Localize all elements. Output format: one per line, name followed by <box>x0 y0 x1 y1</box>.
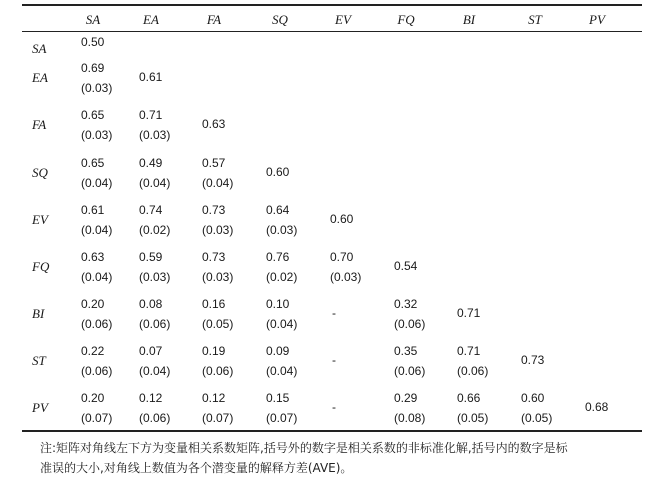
standard-error: (0.04) <box>139 364 171 378</box>
diagonal-ave-value: 0.50 <box>81 35 105 49</box>
standard-error: (0.07) <box>202 411 234 425</box>
standard-error: (0.03) <box>266 223 298 237</box>
correlation-value: 0.57 <box>202 156 226 170</box>
diagonal-ave-value: 0.73 <box>521 353 545 367</box>
correlation-value: 0.12 <box>202 391 226 405</box>
correlation-cell <box>139 203 170 237</box>
diagonal-ave-value: 0.63 <box>202 117 226 131</box>
correlation-cell <box>330 250 361 284</box>
column-header-fq: FQ <box>397 12 415 27</box>
table-note <box>40 438 636 478</box>
standard-error: (0.05) <box>457 411 489 425</box>
correlation-value: 0.71 <box>139 108 163 122</box>
correlation-cell <box>202 344 233 378</box>
correlation-cell <box>139 250 170 284</box>
standard-error: (0.06) <box>457 364 489 378</box>
correlation-value: 0.32 <box>394 297 418 311</box>
standard-error: (0.06) <box>394 317 426 331</box>
row-label-ev: EV <box>32 212 48 227</box>
column-header-pv: PV <box>589 12 605 27</box>
correlation-value: 0.73 <box>202 250 226 264</box>
standard-error: (0.04) <box>266 317 298 331</box>
correlation-value: 0.66 <box>457 391 481 405</box>
correlation-value: 0.20 <box>81 391 105 405</box>
diagonal-ave-value: 0.60 <box>330 212 354 226</box>
standard-error: (0.03) <box>202 223 234 237</box>
note-line-1: 注:矩阵对角线左下方为变量相关系数矩阵,括号外的数字是相关系数的非标准化解,括号内的数字是标 <box>40 441 568 455</box>
standard-error: (0.06) <box>139 411 171 425</box>
standard-error: (0.06) <box>81 317 113 331</box>
column-header-ea: EA <box>143 12 159 27</box>
diagonal-ave-value: 0.68 <box>585 400 609 414</box>
correlation-cell <box>81 344 112 378</box>
correlation-value: 0.65 <box>81 156 105 170</box>
correlation-value: 0.60 <box>521 391 545 405</box>
correlation-cell <box>394 297 425 331</box>
correlation-value: 0.15 <box>266 391 290 405</box>
correlation-cell <box>266 344 297 378</box>
correlation-cell <box>139 156 170 190</box>
cell-dash: - <box>332 400 336 414</box>
column-header-ev: EV <box>335 12 351 27</box>
standard-error: (0.02) <box>266 270 298 284</box>
standard-error: (0.07) <box>266 411 298 425</box>
column-header-sq: SQ <box>272 12 288 27</box>
standard-error: (0.04) <box>81 223 113 237</box>
standard-error: (0.05) <box>521 411 553 425</box>
correlation-value: 0.12 <box>139 391 163 405</box>
correlation-cell <box>266 250 297 284</box>
standard-error: (0.04) <box>266 364 298 378</box>
correlation-value: 0.64 <box>266 203 290 217</box>
correlation-value: 0.65 <box>81 108 105 122</box>
standard-error: (0.03) <box>330 270 362 284</box>
row-label-st: ST <box>32 353 46 368</box>
standard-error: (0.04) <box>81 176 113 190</box>
correlation-cell <box>139 344 170 378</box>
correlation-cell <box>266 297 297 331</box>
column-header-fa: FA <box>206 12 222 27</box>
cell-dash: - <box>332 353 336 367</box>
diagonal-ave-value: 0.61 <box>139 70 163 84</box>
column-header-st: ST <box>528 12 542 27</box>
standard-error: (0.06) <box>139 317 171 331</box>
correlation-cell <box>266 391 297 425</box>
correlation-value: 0.76 <box>266 250 290 264</box>
column-header-sa: SA <box>85 12 101 27</box>
correlation-value: 0.16 <box>202 297 226 311</box>
correlation-cell <box>394 391 425 425</box>
standard-error: (0.08) <box>394 411 426 425</box>
cell-dash: - <box>332 306 336 320</box>
correlation-cell <box>202 297 233 331</box>
correlation-cell <box>202 156 233 190</box>
correlation-cell <box>81 108 112 142</box>
row-label-fq: FQ <box>32 259 50 274</box>
correlation-cell <box>266 203 297 237</box>
correlation-value: 0.63 <box>81 250 105 264</box>
correlation-cell <box>81 156 112 190</box>
correlation-value: 0.09 <box>266 344 290 358</box>
standard-error: (0.03) <box>202 270 234 284</box>
correlation-value: 0.49 <box>139 156 163 170</box>
correlation-value: 0.20 <box>81 297 105 311</box>
correlation-value: 0.19 <box>202 344 226 358</box>
correlation-cell <box>81 203 112 237</box>
standard-error: (0.06) <box>81 364 113 378</box>
standard-error: (0.02) <box>139 223 171 237</box>
correlation-cell <box>202 203 233 237</box>
standard-error: (0.06) <box>202 364 234 378</box>
standard-error: (0.03) <box>81 81 113 95</box>
correlation-cell <box>202 250 233 284</box>
correlation-cell <box>81 250 112 284</box>
correlation-cell <box>81 61 112 95</box>
correlation-cell <box>139 297 170 331</box>
correlation-value: 0.61 <box>81 203 105 217</box>
correlation-cell <box>457 391 488 425</box>
correlation-value: 0.70 <box>330 250 354 264</box>
diagonal-ave-value: 0.71 <box>457 306 481 320</box>
standard-error: (0.03) <box>81 128 113 142</box>
row-label-ea: EA <box>32 70 48 85</box>
correlation-cell <box>457 344 488 378</box>
standard-error: (0.03) <box>139 128 171 142</box>
row-label-bi: BI <box>32 306 45 321</box>
row-label-sa: SA <box>32 41 47 56</box>
correlation-cell <box>521 391 552 425</box>
top-rule <box>22 4 642 6</box>
row-label-fa: FA <box>32 117 47 132</box>
correlation-value: 0.07 <box>139 344 163 358</box>
correlation-cell <box>81 391 112 425</box>
diagonal-ave-value: 0.60 <box>266 165 290 179</box>
correlation-value: 0.22 <box>81 344 105 358</box>
note-line-2: 准误的大小,对角线上数值为各个潜变量的解释方差(AVE)。 <box>40 461 353 475</box>
correlation-value: 0.74 <box>139 203 163 217</box>
column-header-bi: BI <box>462 12 476 27</box>
correlation-value: 0.08 <box>139 297 163 311</box>
standard-error: (0.04) <box>81 270 113 284</box>
correlation-cell <box>81 297 112 331</box>
standard-error: (0.05) <box>202 317 234 331</box>
correlation-cell <box>139 108 170 142</box>
row-label-pv: PV <box>32 400 48 415</box>
standard-error: (0.07) <box>81 411 113 425</box>
header-rule <box>22 31 642 32</box>
correlation-cell <box>139 391 170 425</box>
correlation-value: 0.71 <box>457 344 481 358</box>
correlation-value: 0.10 <box>266 297 290 311</box>
diagonal-ave-value: 0.54 <box>394 259 418 273</box>
correlation-value: 0.73 <box>202 203 226 217</box>
correlation-cell <box>394 344 425 378</box>
standard-error: (0.03) <box>139 270 171 284</box>
standard-error: (0.06) <box>394 364 426 378</box>
correlation-value: 0.59 <box>139 250 163 264</box>
correlation-cell <box>202 391 233 425</box>
standard-error: (0.04) <box>202 176 234 190</box>
correlation-value: 0.29 <box>394 391 418 405</box>
row-label-sq: SQ <box>32 165 48 180</box>
correlation-value: 0.69 <box>81 61 105 75</box>
correlation-value: 0.35 <box>394 344 418 358</box>
bottom-rule <box>22 430 642 432</box>
standard-error: (0.04) <box>139 176 171 190</box>
